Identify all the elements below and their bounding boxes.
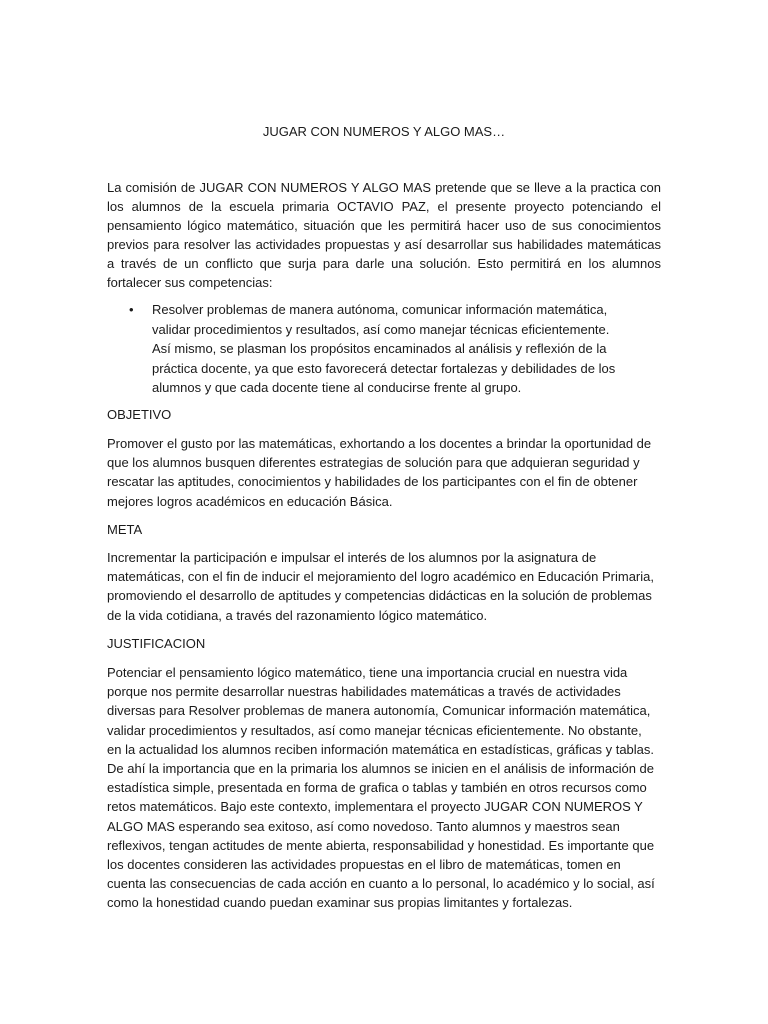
intro-paragraph: La comisión de JUGAR CON NUMEROS Y ALGO MAS pretende que se lleve a la practica con los alumnos de la escuela primaria OCTAVIO PAZ, el presente proyecto potenciando el pensamiento lógico matemático, situación que les permitirá hacer uso de sus conocimientos previos para resolver las actividades propuestas y así desarrollar sus habilidades matemáticas a través de un conflicto que surja para darle una solución. Esto permitirá en los alumnos fortalecer sus competencias: [107, 180, 661, 290]
list-item-text: Resolver problemas de manera autónoma, comunicar información matemática, validar procedimientos y resultados, así como manejar técnicas eficientemente. Así mismo, se plasman los propósitos encaminados al análisis y reflexión de la práctica docente, ya que esto favorecerá detectar fortalezas y debilidades de los alumnos y que cada docente tiene al conducirse frente al grupo. [152, 302, 616, 395]
section-heading-meta: META [107, 522, 143, 537]
section-heading-justificacion: JUSTIFICACION [107, 636, 206, 651]
justificacion-paragraph: Potenciar el pensamiento lógico matemático, tiene una importancia crucial en nuestra vida porque nos permite desarrollar nuestras habilidades matemáticas a través de actividades diversas para Resolver problemas de manera autonomía, Comunicar información matemática, validar procedimientos y resultados, así como manejar técnicas eficientemente. No obstante, en la actualidad los alumnos reciben información matemática en estadísticas, gráficas y tablas. De ahí la importancia que en la primaria los alumnos se inicien en el análisis de información de estadística simple, presentada en forma de grafica o tablas y también en otros recursos como retos matemáticos. Bajo este contexto, implementara el proyecto JUGAR CON NUMEROS Y ALGO MAS esperando sea exitoso, así como novedoso. Tanto alumnos y maestros sean reflexivos, tengan actitudes de mente abierta, responsabilidad y honestidad. Es importante que los docentes consideren las actividades propuestas en el libro de matemáticas, tomen en cuenta las consecuencias de cada acción en cuanto a lo personal, lo académico y lo social, así como la honestidad cuando puedan examinar sus propias limitantes y fortalezas. [107, 665, 655, 911]
objetivo-paragraph: Promover el gusto por las matemáticas, exhortando a los docentes a brindar la oportunidad de que los alumnos busquen diferentes estrategias de solución para que adquieran seguridad y rescatar las aptitudes, conocimientos y habilidades de los participantes con el fin de obtener mejores logros académicos en educación Básica. [107, 436, 652, 509]
competencias-list [107, 300, 661, 398]
document-title: JUGAR CON NUMEROS Y ALGO MAS… [262, 124, 506, 139]
bullet-icon: • [129, 302, 134, 317]
meta-paragraph: Incrementar la participación e impulsar el interés de los alumnos por la asignatura de matemáticas, con el fin de inducir el mejoramiento del logro académico en Educación Primaria, promoviendo el desarrollo de aptitudes y competencias didácticas en la solución de problemas de la vida cotidiana, a través del razonamiento lógico matemático. [107, 550, 654, 623]
section-heading-objetivo: OBJETIVO [107, 407, 172, 422]
list-item [107, 300, 622, 398]
